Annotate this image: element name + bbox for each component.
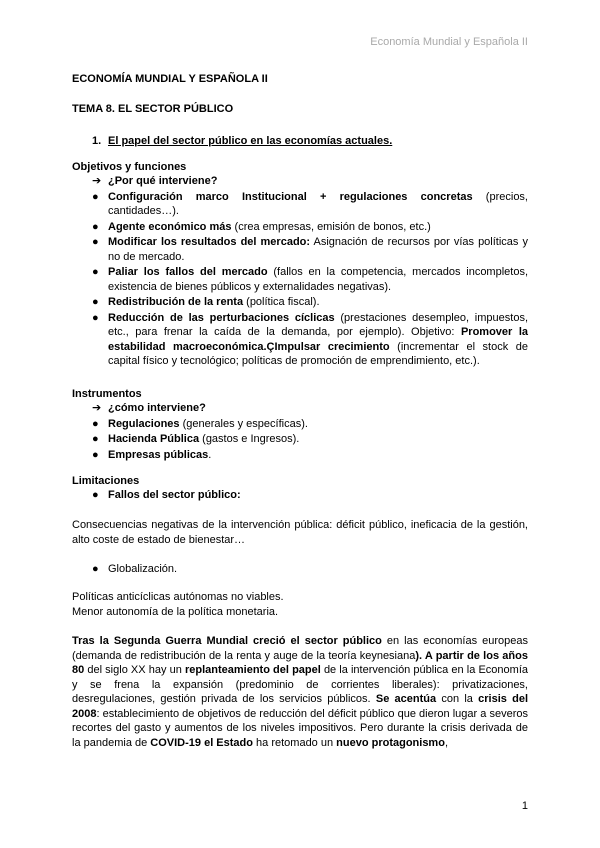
list-item: ● Redistribución de la renta (política fiscal). [92, 296, 320, 308]
bullet-icon: ● [92, 236, 99, 248]
bullet-icon: ● [92, 311, 99, 324]
limitaciones-list-1 [92, 488, 528, 504]
bullet-icon: ● [92, 296, 99, 308]
bullet-icon: ● [92, 190, 99, 203]
instrumentos-list [92, 401, 528, 463]
limitaciones-list-2 [92, 562, 528, 578]
list-item: ● Regulaciones (generales y específicas). [92, 417, 308, 430]
history-paragraph: Tras la Segunda Guerra Mundial creció el sector público en las economías europeas (demanda de redistribución de la renta y auge de la teoría keynesiana). A partir de los años 80 del siglo XX hay un replanteamiento del papel de la intervención pública en la Economía y se frena la expansión (predominio de corrientes liberales): privatizaciones, desregulaciones, gestión privada de los servicios públicos. Se acentúa con la crisis del 2008: establecimiento de objetivos de reducción del déficit público que dieron lugar a severos recortes del gasto y aumentos de los niveles impositivos. Pero durante la crisis derivada de la pandemia de COVID-19 el Estado ha retomado un nuevo protagonismo, [72, 635, 528, 749]
list-item: ● Modificar los resultados del mercado: Asignación de recursos por vías políticas y no de mercado. [92, 236, 528, 263]
objetivos-list [92, 174, 528, 370]
list-item: ● Globalización. [92, 563, 178, 575]
limitaciones-line-1: Políticas anticíclicas autónomas no viables. [72, 591, 284, 603]
list-item: ● Configuración marco Institucional + regulaciones concretas (precios, cantidades…). [92, 190, 528, 217]
list-item: ● Paliar los fallos del mercado (fallos en la competencia, mercados incompletos, existencia de bienes públicos y externalidades negativas). [92, 266, 529, 293]
list-item: ● Fallos del sector público: [92, 489, 241, 501]
bullet-icon: ● [92, 417, 99, 430]
bullet-icon: ● [92, 489, 99, 501]
theme-title: TEMA 8. EL SECTOR PÚBLICO [72, 103, 234, 115]
bullet-icon: ● [92, 433, 99, 445]
section-title: El papel del sector público en las economías actuales. [108, 135, 393, 147]
instrumentos-heading: Instrumentos [72, 388, 142, 400]
list-item: ● Reducción de las perturbaciones cíclicas (prestaciones desempleo, impuestos, etc., para frenar la caída de la demanda, por ejemplo). Objetivo: Promover la estabilidad macroeconómica.ÇImpulsar crecimiento (incrementar el stock de capital físico y tecnológico; políticas de promoción de emprendimiento, etc.). [92, 311, 528, 367]
bullet-icon: ● [92, 563, 99, 575]
bullet-icon: ● [92, 266, 99, 278]
limitaciones-heading: Limitaciones [72, 475, 140, 487]
list-item: ● Hacienda Pública (gastos e Ingresos). [92, 433, 300, 445]
document-title: ECONOMÍA MUNDIAL Y ESPAÑOLA II [72, 73, 268, 85]
list-item: ➔ ¿Por qué interviene? [92, 175, 218, 187]
list-item: ● Empresas públicas. [92, 448, 212, 461]
section-number: 1. [92, 135, 102, 147]
objetivos-heading: Objetivos y funciones [72, 161, 187, 173]
bullet-icon: ● [92, 448, 99, 461]
bullet-icon: ● [92, 220, 99, 233]
list-item: ➔ ¿cómo interviene? [92, 402, 206, 414]
page-number: 1 [521, 800, 528, 812]
list-item: ● Agente económico más (crea empresas, emisión de bonos, etc.) [92, 220, 431, 233]
limitaciones-paragraph: Consecuencias negativas de la intervención pública: déficit público, ineficacia de la gestión, alto coste de estado de bienestar… [72, 519, 528, 546]
running-header: Economía Mundial y Española II [370, 36, 528, 48]
section-heading [92, 134, 392, 149]
arrow-icon: ➔ [92, 402, 102, 414]
arrow-icon: ➔ [92, 175, 102, 187]
limitaciones-line-2: Menor autonomía de la política monetaria. [72, 606, 279, 618]
